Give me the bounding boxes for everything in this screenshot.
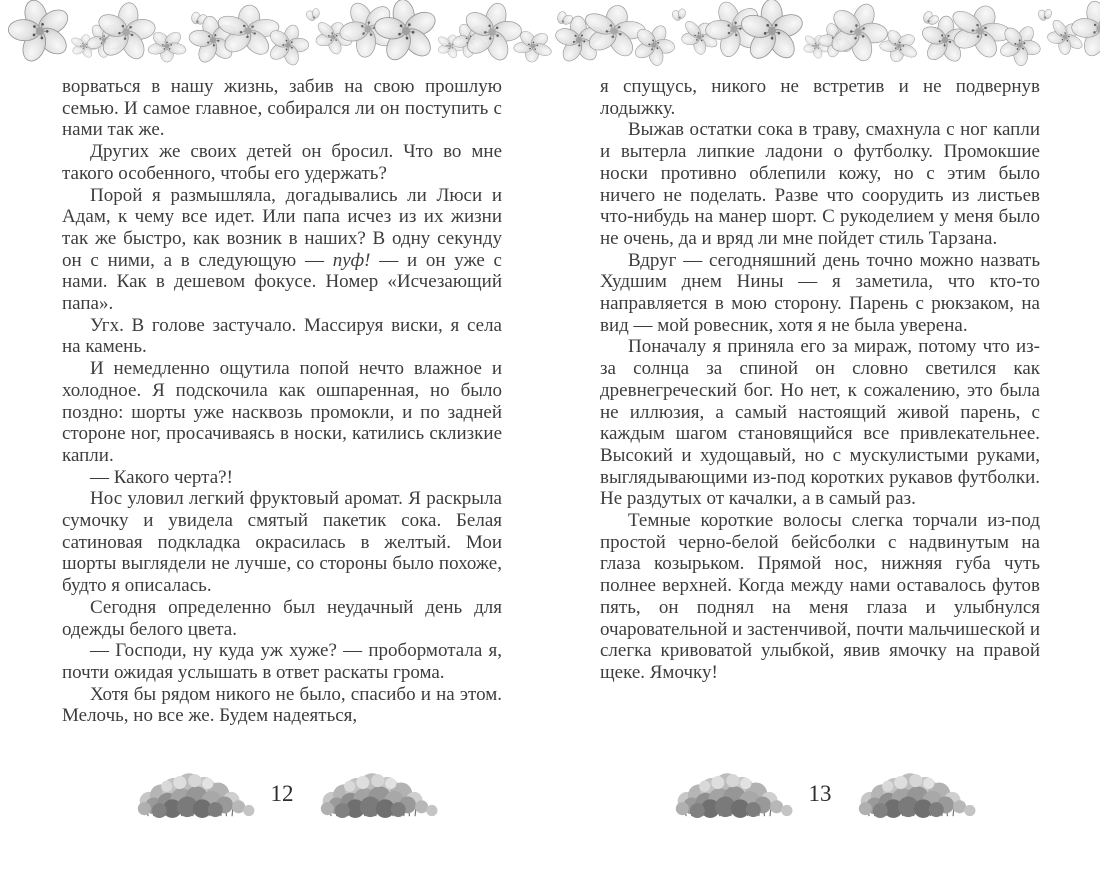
- page-left-text: [62, 76, 502, 727]
- page-right: [600, 76, 1040, 727]
- paragraph: Выжав остатки сока в траву, смахнула с ног капли и вытерла липкие ладони о футболку. Промокшие носки противно облепили кожу, но с этим было ничего не поделать. Разве что соорудить из листьев что-нибудь на манер шорт. С рукоделием у меня было не очень, да и вряд ли мне пойдет стиль Тарзана.: [600, 119, 1040, 249]
- bush-icon: [308, 762, 440, 818]
- paragraph: — Какого черта?!: [90, 466, 233, 488]
- bud-icon: [303, 6, 322, 23]
- paragraph: Темные короткие волосы слегка торчали из-под простой черно-белой бейсболки с надвинутым на глаза козырьком. Прямой нос, нижняя губа чуть полнее верхней. Когда между нами оставалось футов пять, он поднял на меня глаза и улыбнулся очаровательной и застенчивой, почти мальчишеской и слегка кривоватой улыбкой, явив ямочку на правой щеке. Ямочку!: [600, 510, 1040, 683]
- bush-icon: [125, 762, 257, 818]
- floral-border: [0, 0, 1100, 66]
- paragraph: Вдруг — сегодняшний день точно можно назвать Худшим днем Нины — я заметила, что кто-то направляется в мою сторону. Парень с рюкзаком, на вид — мой ровесник, хотя я не была уверена.: [600, 249, 1040, 336]
- paragraph: Сегодня определенно был неудачный день для одежды белого цвета.: [62, 596, 502, 640]
- footer-left: [62, 762, 502, 818]
- paragraph: Поначалу я приняла его за мираж, потому что из-за солнца за спиной он словно светился как древнегреческий бог. Но нет, к сожалению, это была не иллюзия, а самый настоящий живой парень, с каждым шагом становящийся все привлекательнее. Высокий и худощавый, но с мускулистыми руками, выглядывающими из-под коротких рукавов футболки. Не раздутых от качалки, а в самый раз.: [600, 336, 1040, 510]
- paragraph: Порой я размышляла, догадывались ли Люси и Адам, к чему все идет. Или папа исчез из их жизни так же быстро, как возник в наших? В одну секунду он с ними, а в следующую — пуф! — и он уже с нами. Как в дешевом фокусе. Номер «Исчезающий папа».: [62, 184, 502, 315]
- bud-icon: [670, 7, 688, 23]
- paragraph: Угх. В голове застучало. Массируя виски, я села на камень.: [62, 314, 502, 358]
- bush-icon: [846, 762, 978, 818]
- page-left: [62, 76, 502, 727]
- paragraph: Нос уловил легкий фруктовый аромат. Я раскрыла сумочку и увидела смятый пакетик сока. Белая сатиновая подкладка окрасилась в желтый. Мои шорты выглядели не лучше, со стороны было похоже, будто я описалась.: [62, 488, 502, 597]
- page-number: 12: [270, 781, 294, 806]
- paragraph: — Господи, ну куда уж хуже? — пробормотала я, почти ожидая услышать в ответ раскаты грома.: [62, 640, 502, 683]
- blossom-icon: [0, 0, 80, 66]
- paragraph: Хотя бы рядом никого не было, спасибо и на этом. Мелочь, но все же. Будем надеяться,: [62, 683, 502, 727]
- paragraph: я спущусь, никого не встретив и не подвернув лодыжку.: [600, 76, 1040, 119]
- page-right-text: [600, 76, 1040, 684]
- bud-icon: [1037, 8, 1054, 22]
- bush-icon: [663, 762, 795, 818]
- paragraph: Других же своих детей он бросил. Что во мне такого особенного, чтобы его удержать?: [62, 141, 502, 184]
- paragraph: И немедленно ощутила попой нечто влажное и холодное. Я подскочила как ошпаренная, но было поздно: шорты уже насквозь промокли, и по задней стороне ног, просачиваясь в носки, катились склизкие капли.: [62, 358, 502, 466]
- page-number: 13: [808, 781, 832, 806]
- page-spread: [0, 76, 1100, 727]
- paragraph: ворваться в нашу жизнь, забив на свою прошлую семью. И самое главное, собирался ли он поступить с нами так же.: [62, 76, 502, 141]
- blossom-icon: [146, 30, 187, 62]
- footer-right: [600, 762, 1040, 818]
